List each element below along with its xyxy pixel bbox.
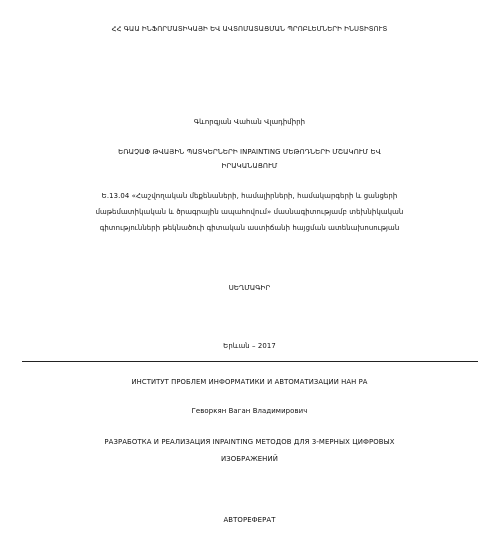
russian-title-line-2: ИЗОБРАЖЕНИЙ [221, 455, 278, 463]
armenian-institute-name: ՀՀ ԳԱԱ ԻՆՖՈՐՄԱՏԻԿԱՅԻ ԵՎ ԱՎՏՈՄԱՏԱՑՄԱՆ ՊՐՈԲԼԵՄՆԵՐԻ ԻՆՍՏԻՏՈՒՏ [111, 25, 388, 33]
russian-document-type: АВТОРЕФЕРАТ [223, 516, 276, 524]
armenian-title-line-1: ԵՌԱՉԱՓ ԹՎԱՅԻՆ ՊԱՏԿԵՐՆԵՐԻ INPAINTING ՄԵԹՈԴՆԵՐԻ ՄՇԱԿՈՒՄ ԵՎ [118, 148, 381, 156]
armenian-place-year: Երևան – 2017 [223, 342, 276, 350]
armenian-specialty-line-3: գիտությունների թեկնածուի գիտական աստիճանի հայցման ատենախոսության [99, 224, 400, 232]
armenian-author-name: Գևորգյան Վահան Վլադիմիրի [193, 118, 306, 126]
russian-title-line-1: РАЗРАБОТКА И РЕАЛИЗАЦИЯ INPAINTING МЕТОДОВ ДЛЯ 3-МЕРНЫХ ЦИФРОВЫХ [104, 438, 395, 446]
armenian-specialty-line-2: մաթեմատիկական և ծրագրային ապահովում» մասնագիտությամբ տեխնիկական [95, 208, 404, 216]
armenian-title-line-2: ԻՐԱԿԱՆԱՑՈՒՄ [221, 162, 278, 170]
russian-author-name: Геворкян Ваган Владимирович [191, 407, 308, 415]
armenian-specialty-line-1: Ե.13.04 «Հաշվողական մեքենաների, համալիրների, համակարգերի և ցանցերի [101, 192, 398, 200]
russian-institute-name: ИНСТИТУТ ПРОБЛЕМ ИНФОРМАТИКИ И АВТОМАТИЗАЦИИ НАН РА [131, 378, 368, 386]
armenian-document-type: ՍԵՂՄԱԳԻՐ [228, 284, 271, 292]
section-divider [22, 361, 478, 362]
